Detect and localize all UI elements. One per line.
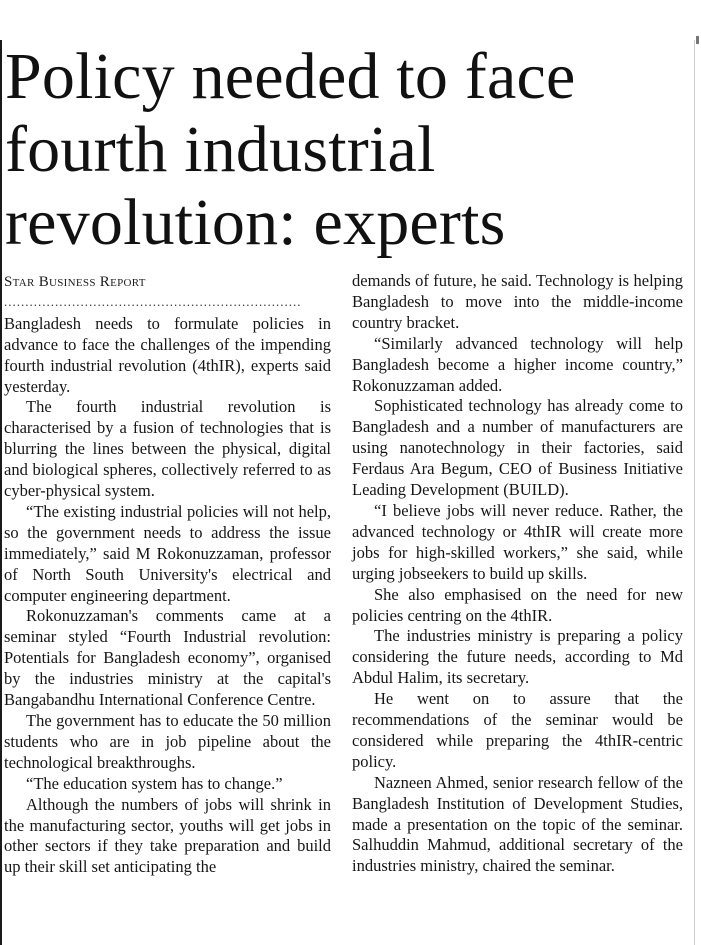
paragraph: “I believe jobs will never reduce. Rather, the advanced technology or 4thIR will create more jobs for high-skilled workers,” she said, while urging jobseekers to build up skills. — [352, 500, 683, 583]
paragraph: Nazneen Ahmed, senior research fellow of the Bangladesh Institution of Development Studies, made a presentation on the topic of the seminar. Salhuddin Mahmud, additional secretary of the industries ministry, chaired the seminar. — [352, 772, 683, 876]
paragraph: He went on to assure that the recommendations of the seminar would be considered while preparing the 4thIR-centric policy. — [352, 689, 683, 771]
headline — [5, 40, 695, 259]
paragraph: “The existing industrial policies will not help, so the government needs to address the issue immediately,” said M Rokonuzzaman, professor of North South University's electrical and computer engineering department. — [4, 501, 331, 605]
byline: Star Business Report — [4, 274, 146, 290]
clipping-left-edge — [0, 40, 2, 945]
paragraph: Although the numbers of jobs will shrink in the manufacturing sector, youths will get jobs in other sectors if they take preparation and build up their skill set anticipating the — [4, 794, 331, 877]
paragraph: “Similarly advanced technology will help Bangladesh become a higher income country,” Rokonuzzaman added. — [352, 333, 683, 395]
paragraph: demands of future, he said. Technology is helping Bangladesh to move into the middle-income country bracket. — [352, 271, 683, 332]
headline-line-1: Policy needed to face — [5, 40, 576, 113]
headline-line-2: fourth industrial — [5, 113, 436, 186]
paragraph: The government has to educate the 50 million students who are in job pipeline about the technological breakthroughs. — [4, 711, 331, 772]
article-column-right — [352, 271, 683, 877]
byline-separator: ...................................................................... — [4, 293, 302, 309]
paragraph: Bangladesh needs to formulate policies in advance to face the challenges of the impending fourth industrial revolution (4thIR), experts said yesterday. — [4, 313, 331, 396]
paragraph: Sophisticated technology has already come to Bangladesh and a number of manufacturers are using nanotechnology in their factories, said Ferdaus Ara Begum, CEO of Business Initiative Leading Development (BUILD). — [352, 396, 683, 500]
article-column-left — [4, 272, 331, 878]
paragraph: She also emphasised on the need for new policies centring on the 4thIR. — [352, 584, 683, 625]
paragraph: The fourth industrial revolution is characterised by a fusion of technologies that is blurring the lines between the physical, digital and biological spheres, collectively referred to as cyber-physical system. — [4, 397, 331, 501]
paragraph: “The education system has to change.” — [26, 773, 283, 793]
corner-mark — [696, 36, 699, 44]
paragraph: The industries ministry is preparing a policy considering the future needs, according to Md Abdul Halim, its secretary. — [352, 626, 683, 688]
paragraph: Rokonuzzaman's comments came at a seminar styled “Fourth Industrial revolution: Potentials for Bangladesh economy”, organised by the industries ministry at the capital's Bangabandhu International Conference Centre. — [4, 606, 331, 710]
headline-line-3: revolution: experts — [5, 186, 506, 259]
